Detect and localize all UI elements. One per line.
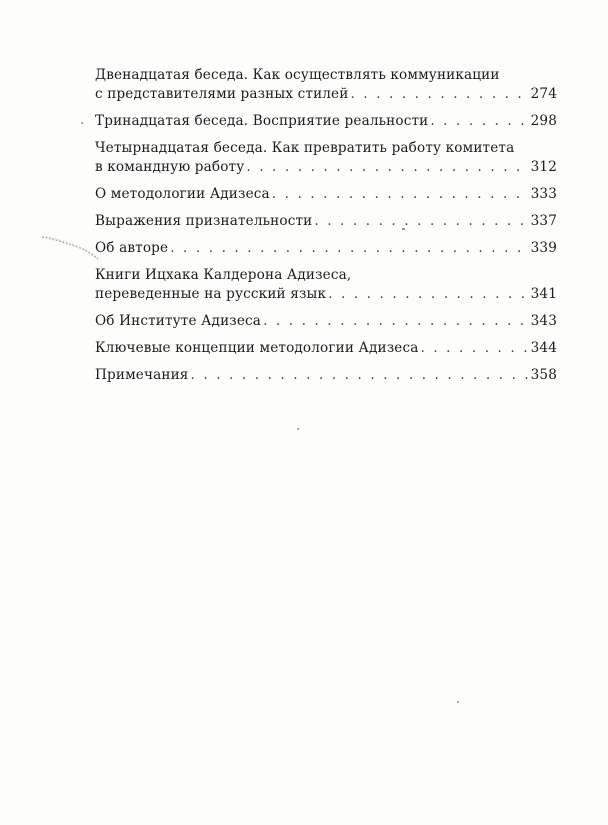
toc-entry (95, 212, 557, 231)
toc-page-number: 341 (530, 286, 557, 302)
scan-smudge (40, 233, 100, 261)
scan-speck (457, 701, 459, 703)
toc-page-number: 337 (530, 213, 557, 229)
toc-entry (95, 266, 557, 304)
scan-speck (81, 122, 83, 124)
toc-page-number: 343 (530, 313, 557, 329)
toc-entry-title-line: Об авторе (95, 240, 169, 256)
dot-leader (191, 366, 529, 385)
toc-entry (95, 185, 557, 204)
toc-entry-title-line: Об Институте Адизеса (95, 313, 262, 329)
toc-entry-title-line: О методологии Адизеса (95, 186, 270, 202)
toc-page-number: 358 (530, 367, 557, 383)
toc-page-number: 274 (530, 86, 557, 102)
toc-entry (95, 66, 557, 104)
dot-leader (263, 312, 529, 331)
toc-entry (95, 339, 557, 358)
dot-leader (272, 185, 529, 204)
toc-entry-title-line: переведенные на русский язык (95, 286, 327, 302)
toc-entry (95, 139, 557, 177)
toc-entry (95, 239, 557, 258)
toc-entry (95, 112, 557, 131)
toc-entry-title-line: Двенадцатая беседа. Как осуществлять коммуникации (95, 67, 500, 83)
toc-page-number: 333 (530, 186, 557, 202)
dot-leader (314, 212, 528, 231)
dot-leader (430, 112, 528, 131)
toc-page-number: 344 (530, 340, 557, 356)
dot-leader (170, 239, 528, 258)
table-of-contents (95, 66, 557, 393)
toc-page-number: 339 (530, 240, 557, 256)
toc-entry-title-line: Примечания (95, 367, 189, 383)
toc-entry-title-line: Выражения признательности (95, 213, 313, 229)
scan-speck (297, 428, 299, 430)
dot-leader (246, 158, 528, 177)
toc-entry-title-line: Ключевые концепции методологии Адизеса (95, 340, 419, 356)
dot-leader (350, 85, 528, 104)
toc-entry (95, 366, 557, 385)
toc-page-number: 298 (530, 113, 557, 129)
toc-entry-title-line: в командную работу (95, 159, 245, 175)
toc-entry-title-line: Книги Ицхака Калдерона Адизеса, (95, 267, 352, 283)
toc-entry-title-line: с представителями разных стилей (95, 86, 349, 102)
toc-entry-title-line: Четырнадцатая беседа. Как превратить работу комитета (95, 140, 515, 156)
dot-leader (328, 285, 528, 304)
scan-speck (402, 228, 405, 230)
toc-page-number: 312 (530, 159, 557, 175)
toc-entry (95, 312, 557, 331)
toc-entry-title-line: Тринадцатая беседа. Восприятие реальности (95, 113, 429, 129)
dot-leader (421, 339, 529, 358)
